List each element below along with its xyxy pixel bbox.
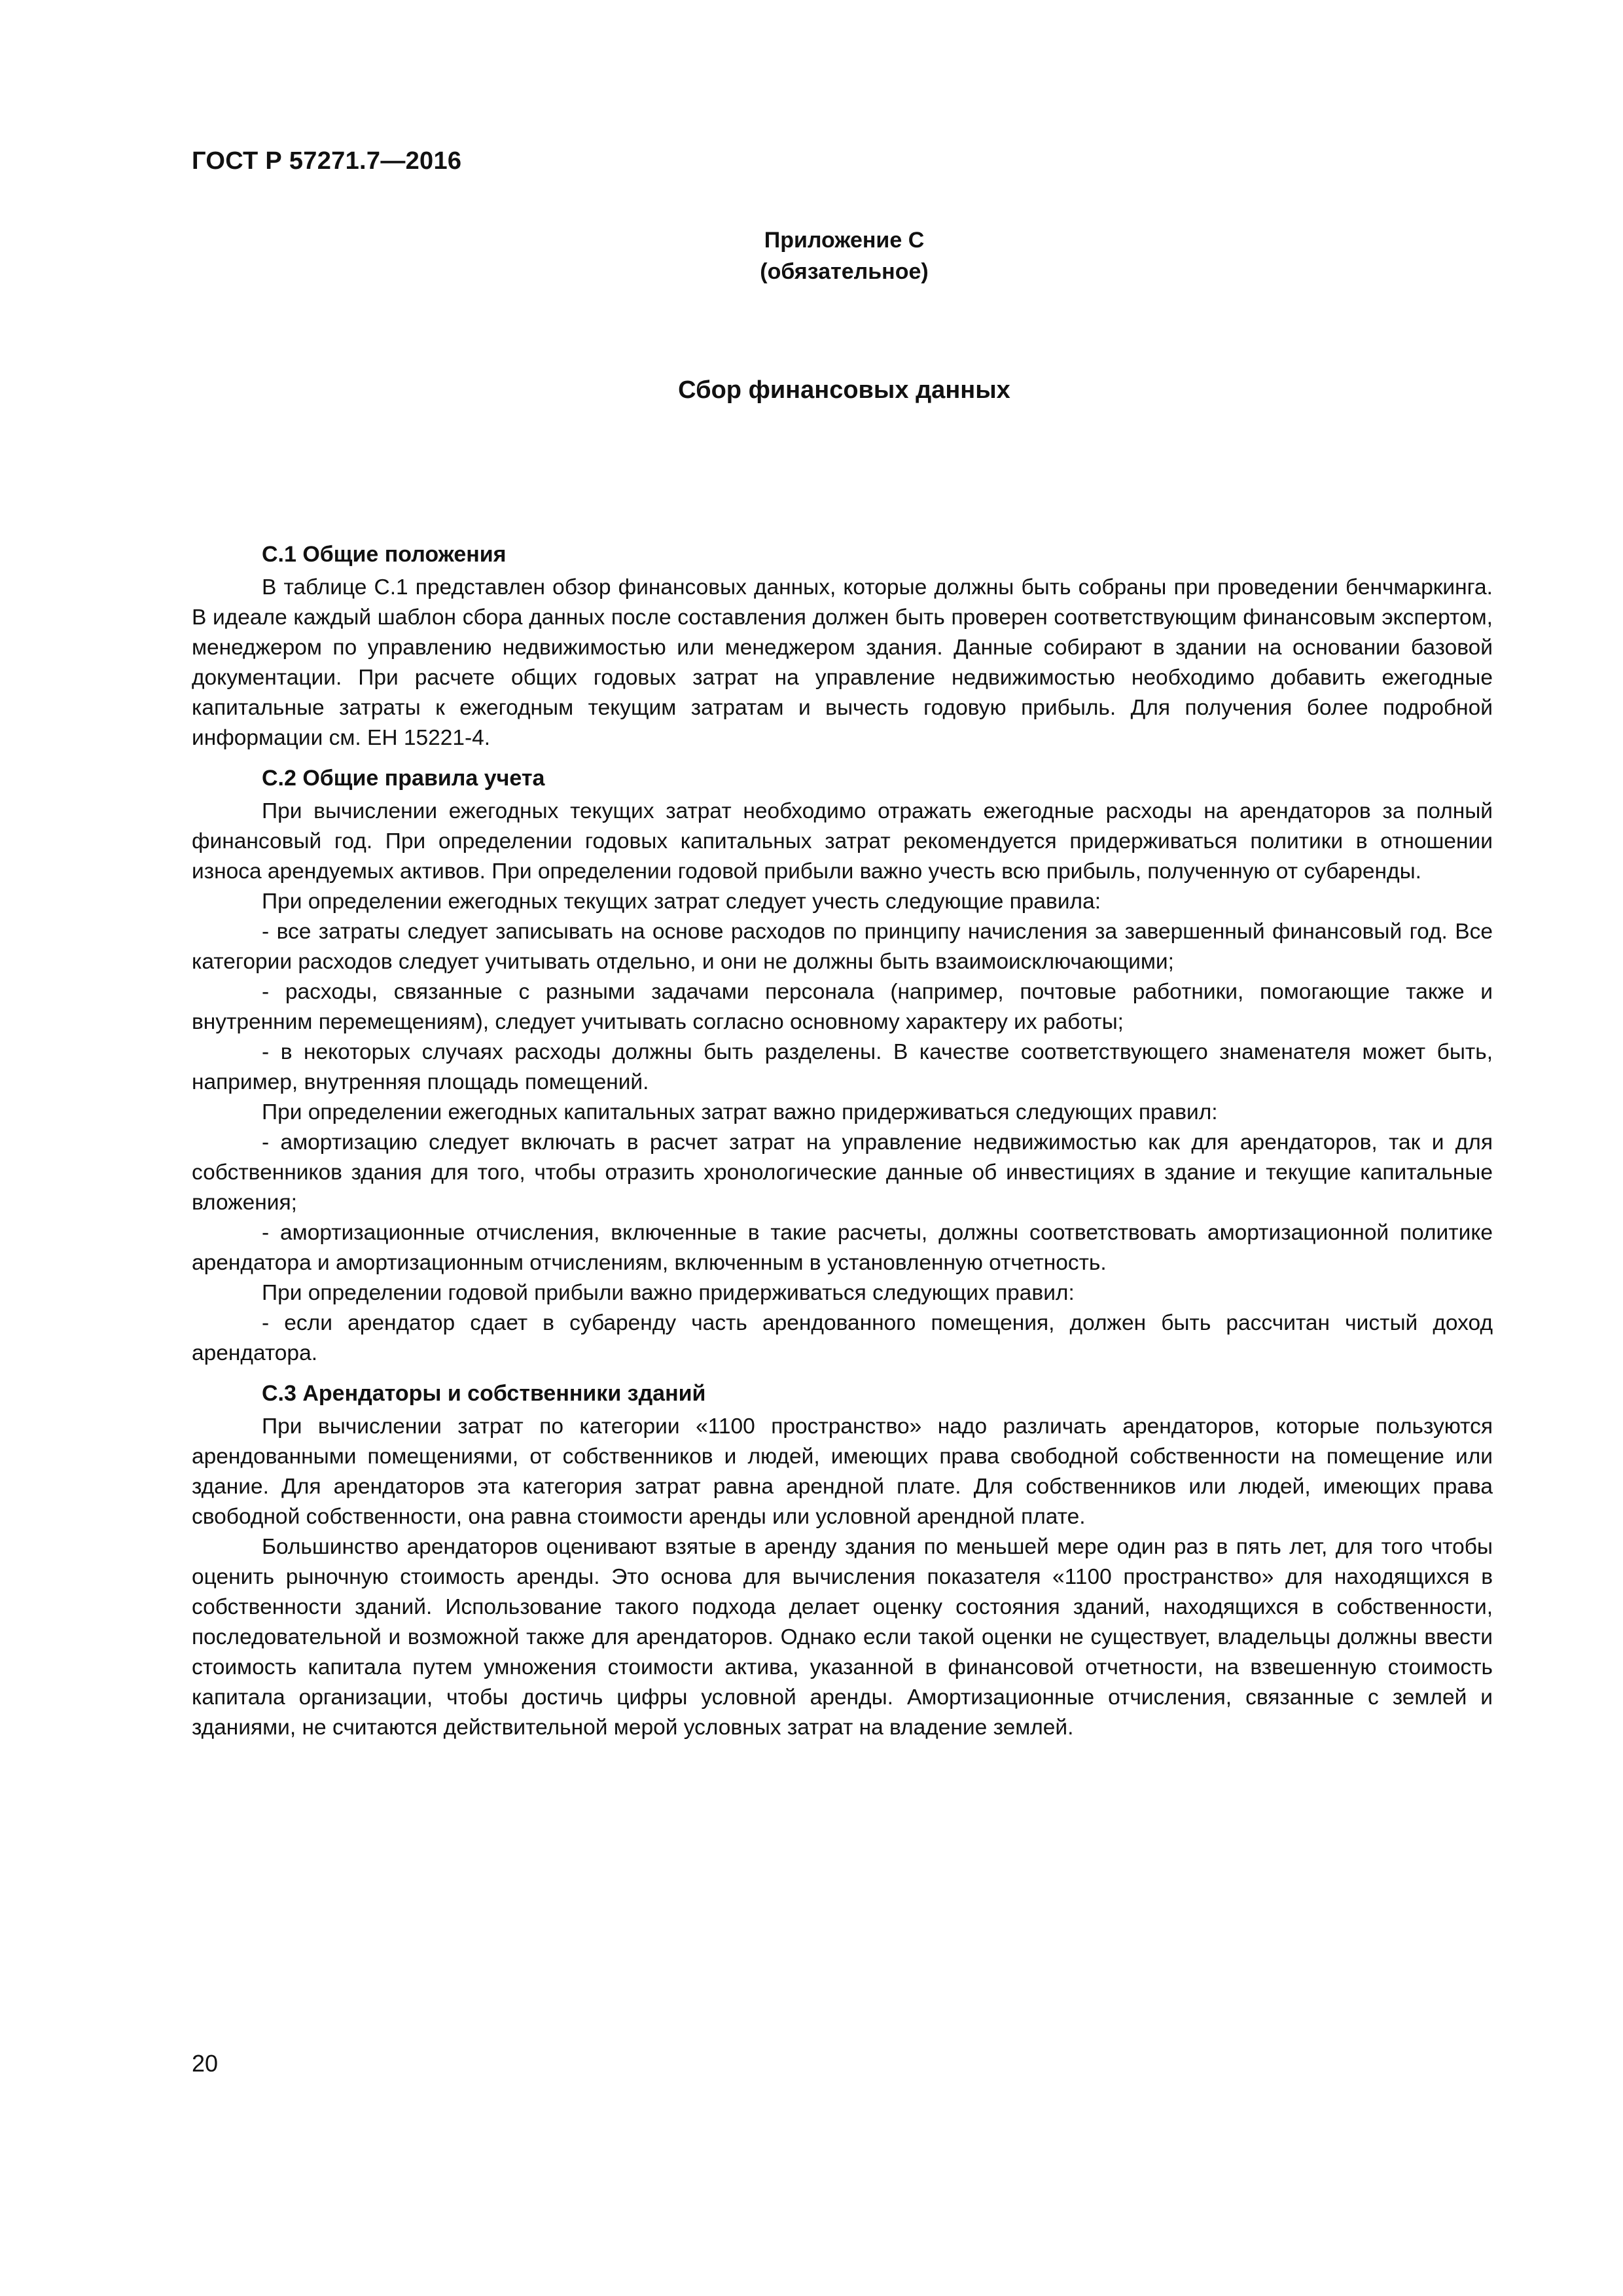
section-c2-list-item: - амортизационные отчисления, включенные в такие расчеты, должны соответствовать амортизационной политике арендатора и амортизационным отчислениям, включенным в установленную отчетность. xyxy=(192,1221,1493,1275)
section-c3-paragraph: При вычислении затрат по категории «1100 пространство» надо различать арендаторов, которые пользуются арендованными помещениями, от собственников и людей, имеющих права свободной собственности на помещение или здание. Для арендаторов эта категория затрат равна арендной плате. Для собственников или людей, имеющих права свободной собственности, она равна стоимости аренды или условной арендной плате. xyxy=(192,1414,1493,1529)
section-c2-paragraph: При определении годовой прибыли важно придерживаться следующих правил: xyxy=(262,1281,1075,1305)
appendix-status: (обязательное) xyxy=(760,259,929,284)
section-c2-list-item: - амортизацию следует включать в расчет затрат на управление недвижимостью как для арендаторов, так и для собственников здания для того, чтобы отразить хронологические данные об инвестициях в здание и текущие капитальные вложения; xyxy=(192,1130,1493,1215)
section-heading-c2: C.2 Общие правила учета xyxy=(262,766,545,791)
appendix-title-text: Сбор финансовых данных xyxy=(678,376,1010,404)
section-c2-list-item: - расходы, связанные с разными задачами персонала (например, почтовые работники, помогающие также и внутренним перемещениям), следует учитывать согласно основному характеру их работы; xyxy=(192,980,1493,1034)
appendix-label: Приложение C xyxy=(764,228,925,253)
section-c3-paragraph: Большинство арендаторов оценивают взятые в аренду здания по меньшей мере один раз в пять лет, для того чтобы оценить рыночную стоимость аренды. Это основа для вычисления показателя «1100 пространство» для находящихся в собственности зданий. Использование такого подхода делает оценку состояния зданий, находящихся в собственности, последовательной и возможной также для арендаторов. Однако если такой оценки не существует, владельцы должны ввести стоимость капитала путем умножения стоимости актива, указанной в финансовой отчетности, на взвешенную стоимость капитала организации, чтобы достичь цифры условной аренды. Амортизационные отчисления, связанные с землей и зданиями, не считаются действительной мерой условных затрат на владение землей. xyxy=(192,1535,1493,1740)
appendix-title xyxy=(0,376,1623,404)
section-c2-list-item: - в некоторых случаях расходы должны быть разделены. В качестве соответствующего знаменателя может быть, например, внутренняя площадь помещений. xyxy=(192,1040,1493,1094)
section-heading-c3: C.3 Арендаторы и собственники зданий xyxy=(262,1381,706,1406)
document-body xyxy=(192,539,1493,1743)
appendix-label-block xyxy=(0,224,1623,287)
section-c2-list-item: - все затраты следует записывать на основе расходов по принципу начисления за завершенный финансовый год. Все категории расходов следует учитывать отдельно, и они не должны быть взаимоисключающими; xyxy=(192,920,1493,974)
standard-number-header: ГОСТ Р 57271.7—2016 xyxy=(192,147,462,175)
section-c1-paragraph: В таблице C.1 представлен обзор финансовых данных, которые должны быть собраны при проведении бенчмаркинга. В идеале каждый шаблон сбора данных после составления должен быть проверен соответствующим финансовым экспертом, менеджером по управлению недвижимостью или менеджером здания. Данные собирают в здании на основании базовой документации. При расчете общих годовых затрат на управление недвижимостью необходимо добавить ежегодные капитальные затраты к ежегодным текущим затратам и вычесть годовую прибыль. Для получения более подробной информации см. ЕН 15221-4. xyxy=(192,575,1493,750)
section-c2-paragraph: При определении ежегодных капитальных затрат важно придерживаться следующих правил: xyxy=(262,1100,1218,1124)
section-c2-list-item: - если арендатор сдает в субаренду часть арендованного помещения, должен быть рассчитан чистый доход арендатора. xyxy=(192,1311,1493,1365)
page-number: 20 xyxy=(192,2050,219,2077)
section-c2-paragraph: При вычислении ежегодных текущих затрат необходимо отражать ежегодные расходы на арендаторов за полный финансовый год. При определении годовых капитальных затрат рекомендуется придерживаться политики в отношении износа арендуемых активов. При определении годовой прибыли важно учесть всю прибыль, полученную от субаренды. xyxy=(192,799,1493,884)
section-heading-c1: C.1 Общие положения xyxy=(262,542,507,567)
section-c2-paragraph: При определении ежегодных текущих затрат следует учесть следующие правила: xyxy=(262,889,1101,914)
